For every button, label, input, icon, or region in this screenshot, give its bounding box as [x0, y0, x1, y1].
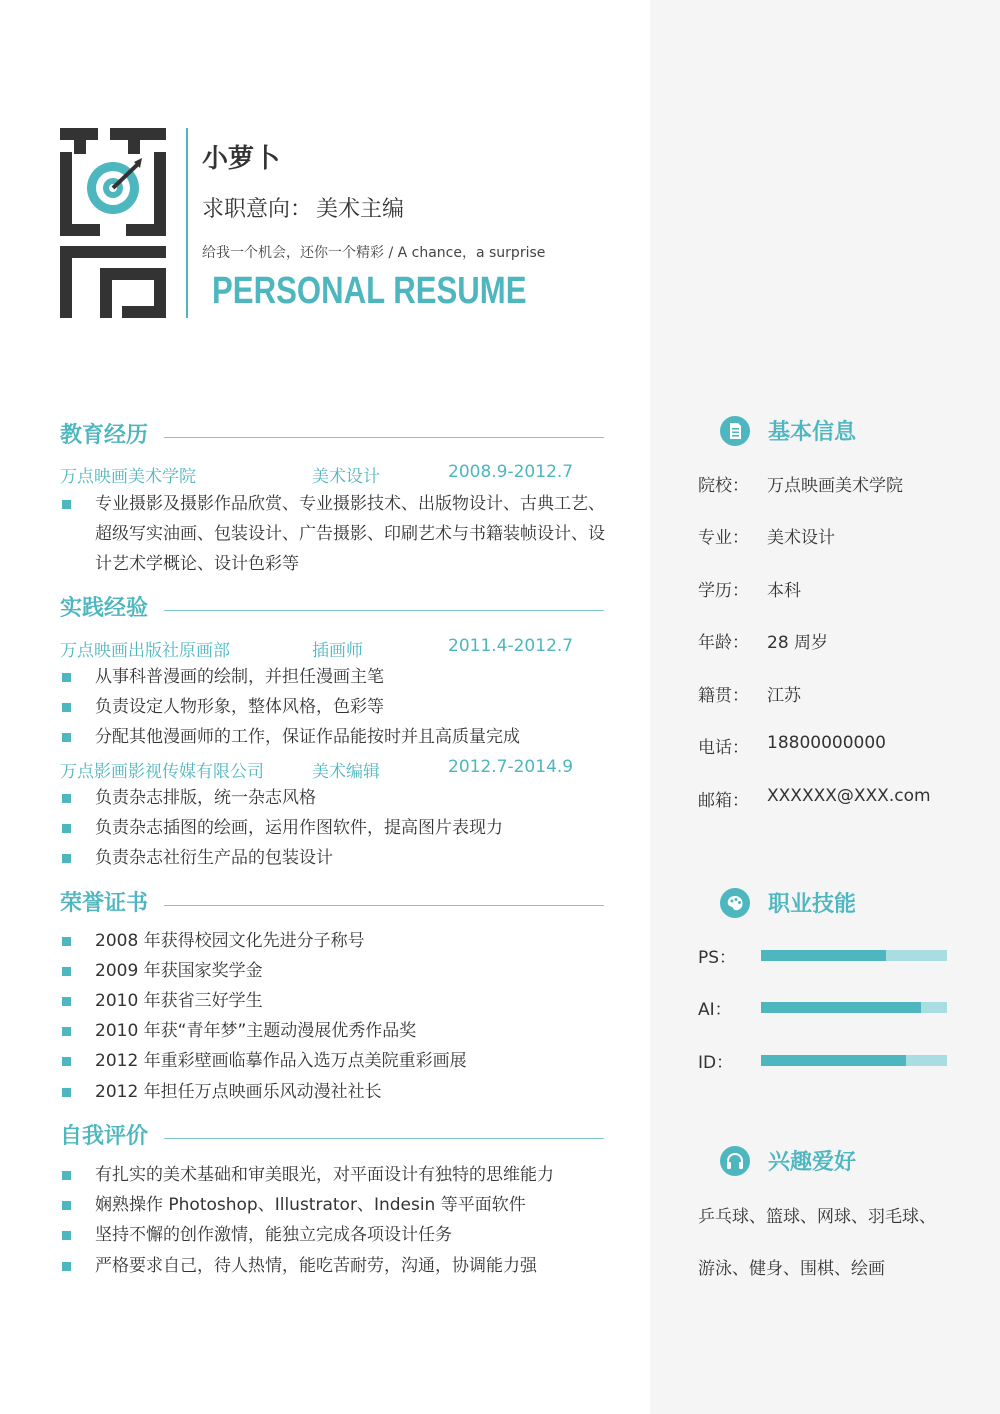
list-item [60, 843, 608, 873]
skill-row-id [698, 1048, 950, 1074]
list-item-text: 负责设定人物形象，整体风格，色彩等 [95, 697, 384, 717]
experience-title: 实践经验 [60, 596, 149, 621]
list-item [60, 783, 608, 813]
list-item [60, 813, 608, 843]
info-value: 江苏 [767, 686, 801, 706]
education-title: 教育经历 [60, 423, 149, 448]
entry-date: 2012.7-2014.9 [448, 757, 574, 777]
entry-role: 插画师 [312, 641, 363, 661]
info-row-major [698, 523, 978, 549]
bullet-square-icon [62, 1262, 71, 1271]
info-row-school [698, 471, 978, 497]
section-divider [164, 905, 604, 906]
bullet-square-icon [62, 733, 71, 742]
bullet-square-icon [62, 1231, 71, 1240]
bullet-square-icon [62, 937, 71, 946]
skill-bar-track [761, 1055, 947, 1066]
info-row-email [698, 786, 978, 812]
skills-title: 职业技能 [768, 892, 857, 917]
info-label: 邮箱： [698, 791, 749, 811]
skill-row-ai [698, 995, 950, 1021]
entry-role: 美术编辑 [312, 762, 380, 782]
list-item [60, 1016, 608, 1046]
objective-label: 求职意向： [202, 197, 313, 222]
bullet-square-icon [62, 1171, 71, 1180]
list-item [60, 986, 608, 1016]
experience-entry [60, 757, 604, 781]
list-item [60, 956, 608, 986]
list-item-text: 2010 年获“青年梦”主题动漫展优秀作品奖 [95, 1021, 417, 1041]
candidate-name: 小萝卜 [202, 144, 281, 174]
headphones-icon [720, 1146, 750, 1176]
list-item [60, 692, 608, 722]
skills-header [720, 887, 960, 921]
tagline: 给我一个机会，还你一个精彩 / A chance，a surprise [202, 245, 546, 261]
section-divider [164, 1138, 604, 1139]
entry-role: 美术设计 [312, 467, 380, 487]
hobbies-line-2: 游泳、健身、围棋、绘画 [698, 1259, 885, 1279]
info-row-hometown [698, 681, 978, 707]
hobbies-title: 兴趣爱好 [768, 1150, 857, 1175]
bullet-square-icon [62, 673, 71, 682]
education-entry [60, 462, 604, 486]
basic-info-title: 基本信息 [768, 420, 857, 445]
list-item-text: 有扎实的美术基础和审美眼光，对平面设计有独特的思维能力 [95, 1165, 554, 1185]
list-item [60, 1077, 608, 1107]
experience-entry [60, 636, 604, 660]
entry-org: 万点映画出版社原画部 [60, 641, 230, 661]
resume-logo-glyph [60, 128, 166, 318]
list-item [60, 1251, 608, 1281]
skill-bar-fill [761, 1055, 906, 1066]
skill-bar-fill [761, 1002, 921, 1013]
info-label: 年龄： [698, 633, 749, 653]
info-row-age [698, 628, 978, 654]
list-item-text: 严格要求自己，待人热情，能吃苦耐劳，沟通，协调能力强 [95, 1256, 537, 1276]
honors-title: 荣誉证书 [60, 891, 149, 916]
section-divider [164, 437, 604, 438]
job-objective [202, 192, 404, 223]
skill-bar-fill [761, 950, 886, 961]
skill-label: ID： [698, 1053, 734, 1073]
list-item-text: 娴熟操作 Photoshop、Illustrator、Indesin 等平面软件 [95, 1195, 526, 1215]
self-evaluation-section-header [60, 1119, 604, 1153]
bullet-square-icon [62, 824, 71, 833]
list-item-text: 2012 年担任万点映画乐风动漫社社长 [95, 1082, 382, 1102]
bullet-square-icon [62, 854, 71, 863]
hobbies-header [720, 1145, 960, 1179]
honors-section-header [60, 886, 604, 920]
palette-icon [720, 888, 750, 918]
bullet-square-icon [62, 1088, 71, 1097]
skill-label: AI： [698, 1000, 732, 1020]
info-row-degree [698, 576, 978, 602]
list-item-text: 分配其他漫画师的工作，保证作品能按时并且高质量完成 [95, 727, 520, 747]
info-row-phone [698, 733, 978, 759]
info-label: 院校： [698, 476, 749, 496]
basic-info-header [720, 415, 960, 449]
list-item [60, 489, 608, 579]
info-value: XXXXXX@XXX.com [767, 786, 931, 806]
education-section-header [60, 418, 604, 452]
list-item-text: 2012 年重彩壁画临摹作品入选万点美院重彩画展 [95, 1051, 467, 1071]
self-evaluation-title: 自我评价 [60, 1124, 149, 1149]
info-label: 电话： [698, 738, 749, 758]
list-item-text: 负责杂志社衍生产品的包装设计 [95, 848, 333, 868]
skill-bar-track [761, 950, 947, 961]
list-item [60, 1220, 608, 1250]
hobbies-line-1: 乒乓球、篮球、网球、羽毛球、 [698, 1207, 936, 1227]
list-item [60, 662, 608, 692]
entry-date: 2011.4-2012.7 [448, 636, 574, 656]
skill-label: PS： [698, 948, 737, 968]
list-item-text: 从事科普漫画的绘制，并担任漫画主笔 [95, 667, 384, 687]
list-item-text: 负责杂志排版，统一杂志风格 [95, 788, 316, 808]
bullet-square-icon [62, 703, 71, 712]
header-divider [186, 128, 188, 318]
document-icon [720, 416, 750, 446]
list-item [60, 1046, 608, 1076]
resume-title: PERSONAL RESUME [212, 270, 527, 312]
list-item-text: 负责杂志插图的绘画，运用作图软件，提高图片表现力 [95, 818, 503, 838]
bullet-square-icon [62, 1201, 71, 1210]
info-value: 本科 [767, 581, 801, 601]
info-value: 美术设计 [767, 528, 835, 548]
list-item-text: 坚持不懈的创作激情，能独立完成各项设计任务 [95, 1225, 452, 1245]
info-value: 18800000000 [767, 733, 886, 753]
objective-value: 美术主编 [316, 197, 405, 222]
entry-org: 万点映画美术学院 [60, 467, 196, 487]
list-item [60, 722, 608, 752]
skill-bar-track [761, 1002, 947, 1013]
list-item [60, 1160, 608, 1190]
list-item-text: 2010 年获省三好学生 [95, 991, 263, 1011]
bullet-square-icon [62, 794, 71, 803]
experience-section-header [60, 591, 604, 625]
bullet-square-icon [62, 1057, 71, 1066]
bullet-square-icon [62, 997, 71, 1006]
list-item [60, 926, 608, 956]
info-label: 学历： [698, 581, 749, 601]
info-value: 28 周岁 [767, 633, 829, 653]
info-value: 万点映画美术学院 [767, 476, 903, 496]
entry-org: 万点影画影视传媒有限公司 [60, 762, 264, 782]
info-label: 专业： [698, 528, 749, 548]
entry-date: 2008.9-2012.7 [448, 462, 574, 482]
section-divider [164, 610, 604, 611]
list-item-text: 2009 年获国家奖学金 [95, 961, 263, 981]
bullet-square-icon [62, 967, 71, 976]
list-item [60, 1190, 608, 1220]
bullet-square-icon [62, 500, 71, 509]
bullet-square-icon [62, 1027, 71, 1036]
education-courses: 专业摄影及摄影作品欣赏、专业摄影技术、出版物设计、古典工艺、超级写实油画、包装设计、广告摄影、印刷艺术与书籍装帧设计、设计艺术学概论、设计色彩等 [95, 494, 605, 574]
skill-row-ps [698, 943, 950, 969]
info-label: 籍贯： [698, 686, 749, 706]
list-item-text: 2008 年获得校园文化先进分子称号 [95, 931, 365, 951]
